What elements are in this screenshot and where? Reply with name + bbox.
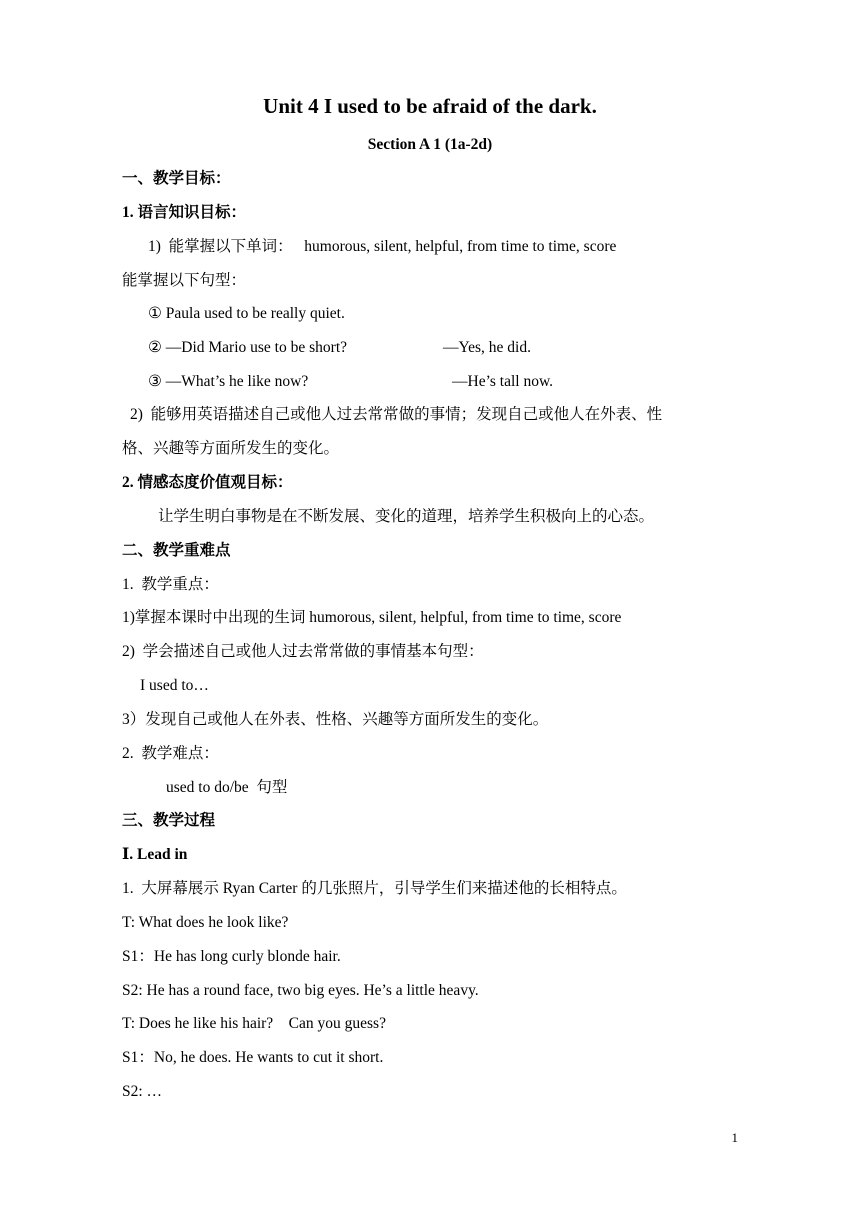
subheading-language-goals: 1. 语言知识目标： — [122, 204, 247, 221]
pattern-3-question: ③ —What’s he like now? — [148, 373, 309, 390]
dialogue-line: S2: … — [122, 1083, 163, 1100]
lead-in-heading: Ⅰ. Lead in — [122, 846, 188, 863]
section-heading-process: 三、教学过程 — [122, 812, 216, 829]
vocab-line: 1) 能掌握以下单词： humorous, silent, helpful, from time to time, score — [148, 238, 617, 255]
dialogue-line: S1：No, he does. He wants to cut it short. — [122, 1049, 384, 1066]
section-heading-key-points: 二、教学重难点 — [122, 542, 231, 559]
dialogue-line: S2: He has a round face, two big eyes. He’s a little heavy. — [122, 982, 479, 999]
pattern-2-answer: —Yes, he did. — [443, 339, 531, 356]
lead-in-step-1: 1. 大屏幕展示 Ryan Carter 的几张照片，引导学生们来描述他的长相特点。 — [122, 880, 627, 897]
dialogue-line: T: What does he look like? — [122, 914, 289, 931]
key-point-3: 3）发现自己或他人在外表、性格、兴趣等方面所发生的变化。 — [122, 711, 549, 728]
section-heading-objectives: 一、教学目标： — [122, 170, 231, 187]
pattern-3-answer: —He’s tall now. — [452, 373, 554, 390]
document-subtitle: Section A 1 (1a-2d) — [367, 136, 493, 153]
affective-goal-text: 让学生明白事物是在不断发展、变化的道理，培养学生积极向上的心态。 — [158, 508, 655, 525]
key-point-2-example: I used to… — [140, 677, 209, 694]
difficulty-label: 2. 教学难点： — [122, 745, 219, 762]
pattern-2-question: ② —Did Mario use to be short? — [148, 339, 348, 356]
document-title: Unit 4 I used to be afraid of the dark. — [263, 94, 597, 118]
sentence-patterns-label: 能掌握以下句型： — [122, 272, 247, 289]
dialogue-line: T: Does he like his hair? Can you guess? — [122, 1015, 386, 1032]
page-number: 1 — [731, 1130, 738, 1145]
subheading-affective-goals: 2. 情感态度价值观目标： — [122, 474, 293, 491]
key-point-2: 2) 学会描述自己或他人过去常常做的事情基本句型： — [122, 643, 484, 660]
key-point-label: 1. 教学重点： — [122, 576, 219, 593]
ability-goal-line-1: 2) 能够用英语描述自己或他人过去常常做的事情；发现自己或他人在外表、性 — [130, 406, 663, 423]
dialogue-line: S1：He has long curly blonde hair. — [122, 948, 341, 965]
ability-goal-line-2: 格、兴趣等方面所发生的变化。 — [122, 440, 340, 457]
difficulty-text: used to do/be 句型 — [166, 779, 288, 796]
pattern-1: ① Paula used to be really quiet. — [148, 305, 345, 322]
key-point-1: 1)掌握本课时中出现的生词 humorous, silent, helpful, from time to time, score — [122, 609, 622, 626]
